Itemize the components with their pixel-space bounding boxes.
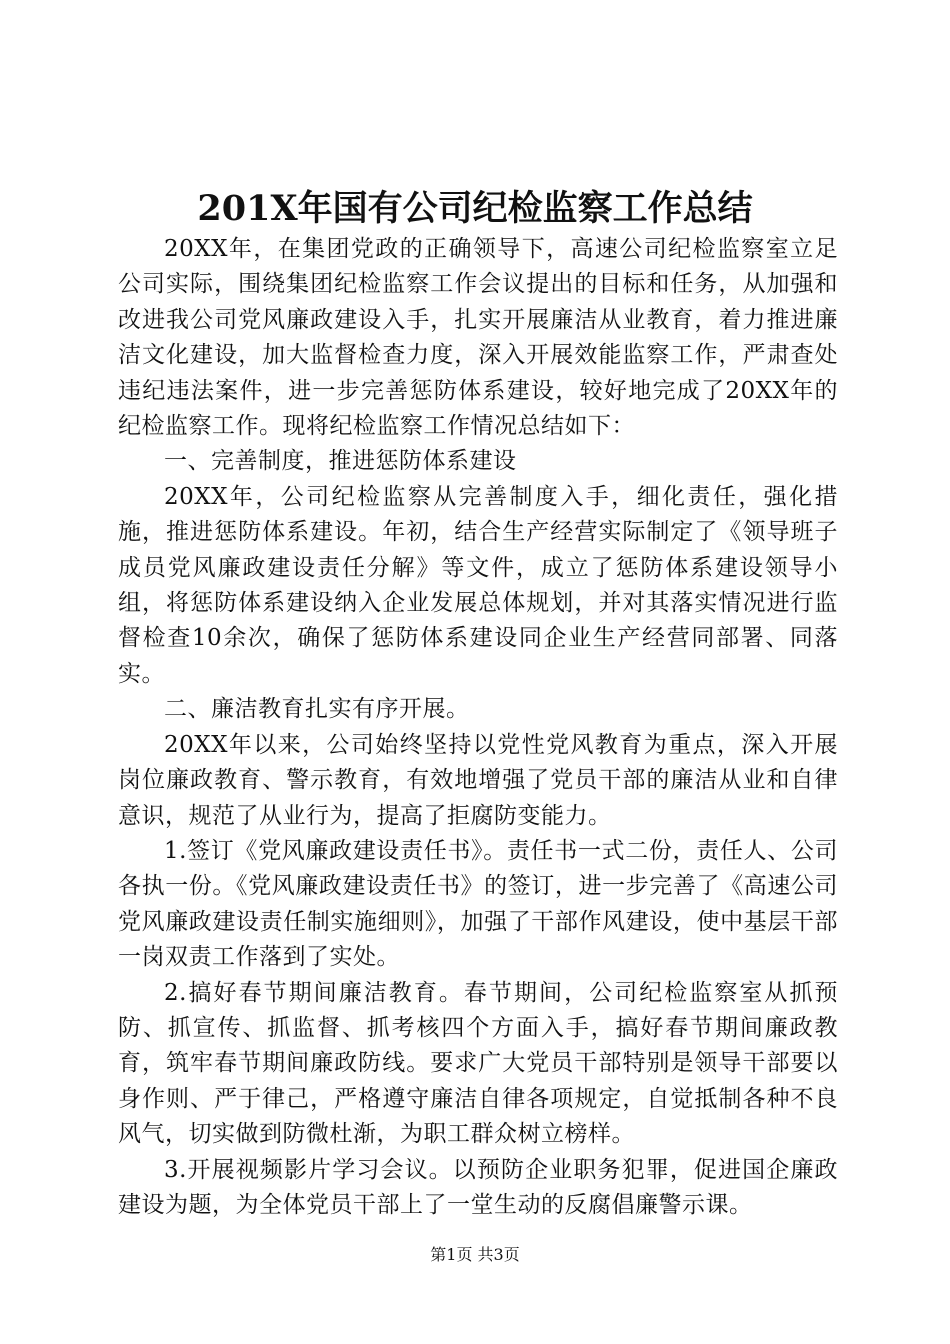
list-item-2: 2.搞好春节期间廉洁教育。春节期间，公司纪检监察室从抓预防、抓宣传、抓监督、抓考核四个方面入手，搞好春节期间廉政教育，筑牢春节期间廉政防线。要求广大党员干部特别是领导干部要以身作则、严于律己，严格遵守廉洁自律各项规定，自觉抵制各种不良风气，切实做到防微杜渐，为职工群众树立榜样。	[118, 979, 838, 1148]
document-body	[118, 232, 838, 1223]
paragraph-section-1: 20XX年，公司纪检监察从完善制度入手，细化责任，强化措施，推进惩防体系建设。年初，结合生产经营实际制定了《领导班子成员党风廉政建设责任分解》等文件，成立了惩防体系建设领导小组，将惩防体系建设纳入企业发展总体规划，并对其落实情况进行监督检查10余次，确保了惩防体系建设同企业生产经营同部署、同落实。	[118, 483, 838, 687]
paragraph-intro: 20XX年，在集团党政的正确领导下，高速公司纪检监察室立足公司实际，围绕集团纪检监察工作会议提出的目标和任务，从加强和改进我公司党风廉政建设入手，扎实开展廉洁从业教育，着力推进廉洁文化建设，加大监督检查力度，深入开展效能监察工作，严肃查处违纪违法案件，进一步完善惩防体系建设，较好地完成了20XX年的纪检监察工作。现将纪检监察工作情况总结如下：	[118, 236, 838, 440]
section-heading-2: 二、廉洁教育扎实有序开展。	[164, 696, 470, 723]
document-title: 201X年国有公司纪检监察工作总结	[197, 188, 753, 229]
list-item-1: 1.签订《党风廉政建设责任书》。责任书一式二份，责任人、公司各执一份。《党风廉政建设责任书》的签订，进一步完善了《高速公司党风廉政建设责任制实施细则》，加强了干部作风建设，使中基层干部一岗双责工作落到了实处。	[118, 837, 838, 971]
section-heading-1: 一、完善制度，推进惩防体系建设	[164, 448, 517, 475]
paragraph-section-2: 20XX年以来，公司始终坚持以党性党风教育为重点，深入开展岗位廉政教育、警示教育，有效地增强了党员干部的廉洁从业和自律意识，规范了从业行为，提高了拒腐防变能力。	[118, 731, 838, 829]
list-item-3: 3.开展视频影片学习会议。以预防企业职务犯罪，促进国企廉政建设为题，为全体党员干部上了一堂生动的反腐倡廉警示课。	[118, 1156, 838, 1218]
page-footer: 第1页 共3页	[430, 1245, 520, 1264]
